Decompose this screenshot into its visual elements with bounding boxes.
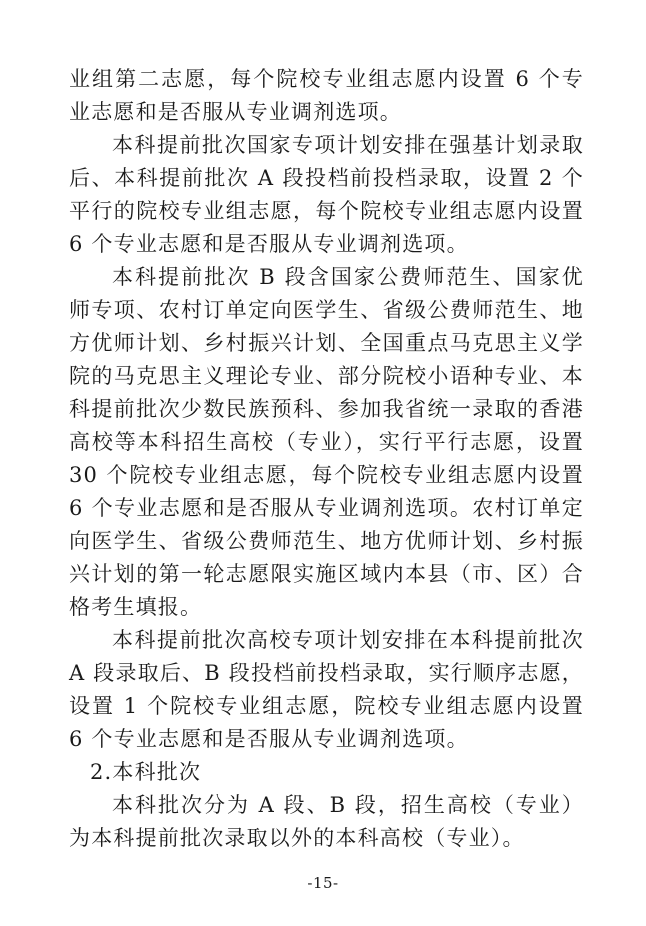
paragraph-national-special-plan: 本科提前批次国家专项计划安排在强基计划录取后、本科提前批次 A 段投档前投档录取，设置 2 个平行的院校专业组志愿，每个院校专业组志愿内设置 6 个专业志愿和是否服从专业调剂选项。 [69,133,584,256]
paragraph-segment-b: 本科提前批次 B 段含国家公费师范生、国家优师专项、农村订单定向医学生、省级公费师范生、地方优师计划、乡村振兴计划、全国重点马克思主义学院的马克思主义理论专业、部分院校小语种专业、本科提前批次少数民族预科、参加我省统一录取的香港高校等本科招生高校（专业），实行平行志愿，设置 30 个院校专业组志愿，每个院校专业组志愿内设置 6 个专业志愿和是否服从专业调剂选项。农村订单定向医学生、省级公费师范生、地方优师计划、乡村振兴计划的第一轮志愿限实施区域内本县（市、区）合格考生填报。 [69,265,584,619]
paragraph-undergraduate-batch: 本科批次分为 A 段、B 段，招生高校（专业）为本科提前批次录取以外的本科高校（专业）。 [69,793,584,850]
paragraph-continuation: 业组第二志愿，每个院校专业组志愿内设置 6 个专业志愿和是否服从专业调剂选项。 [69,67,584,124]
paragraph-university-special-plan: 本科提前批次高校专项计划安排在本科提前批次 A 段录取后、B 段投档前投档录取，实行顺序志愿，设置 1 个院校专业组志愿，院校专业组志愿内设置 6 个专业志愿和是否服从专业调剂选项。 [69,628,584,751]
document-body [69,63,584,855]
section-heading: 2.本科批次 [90,760,202,784]
page-number: -15- [307,874,339,892]
